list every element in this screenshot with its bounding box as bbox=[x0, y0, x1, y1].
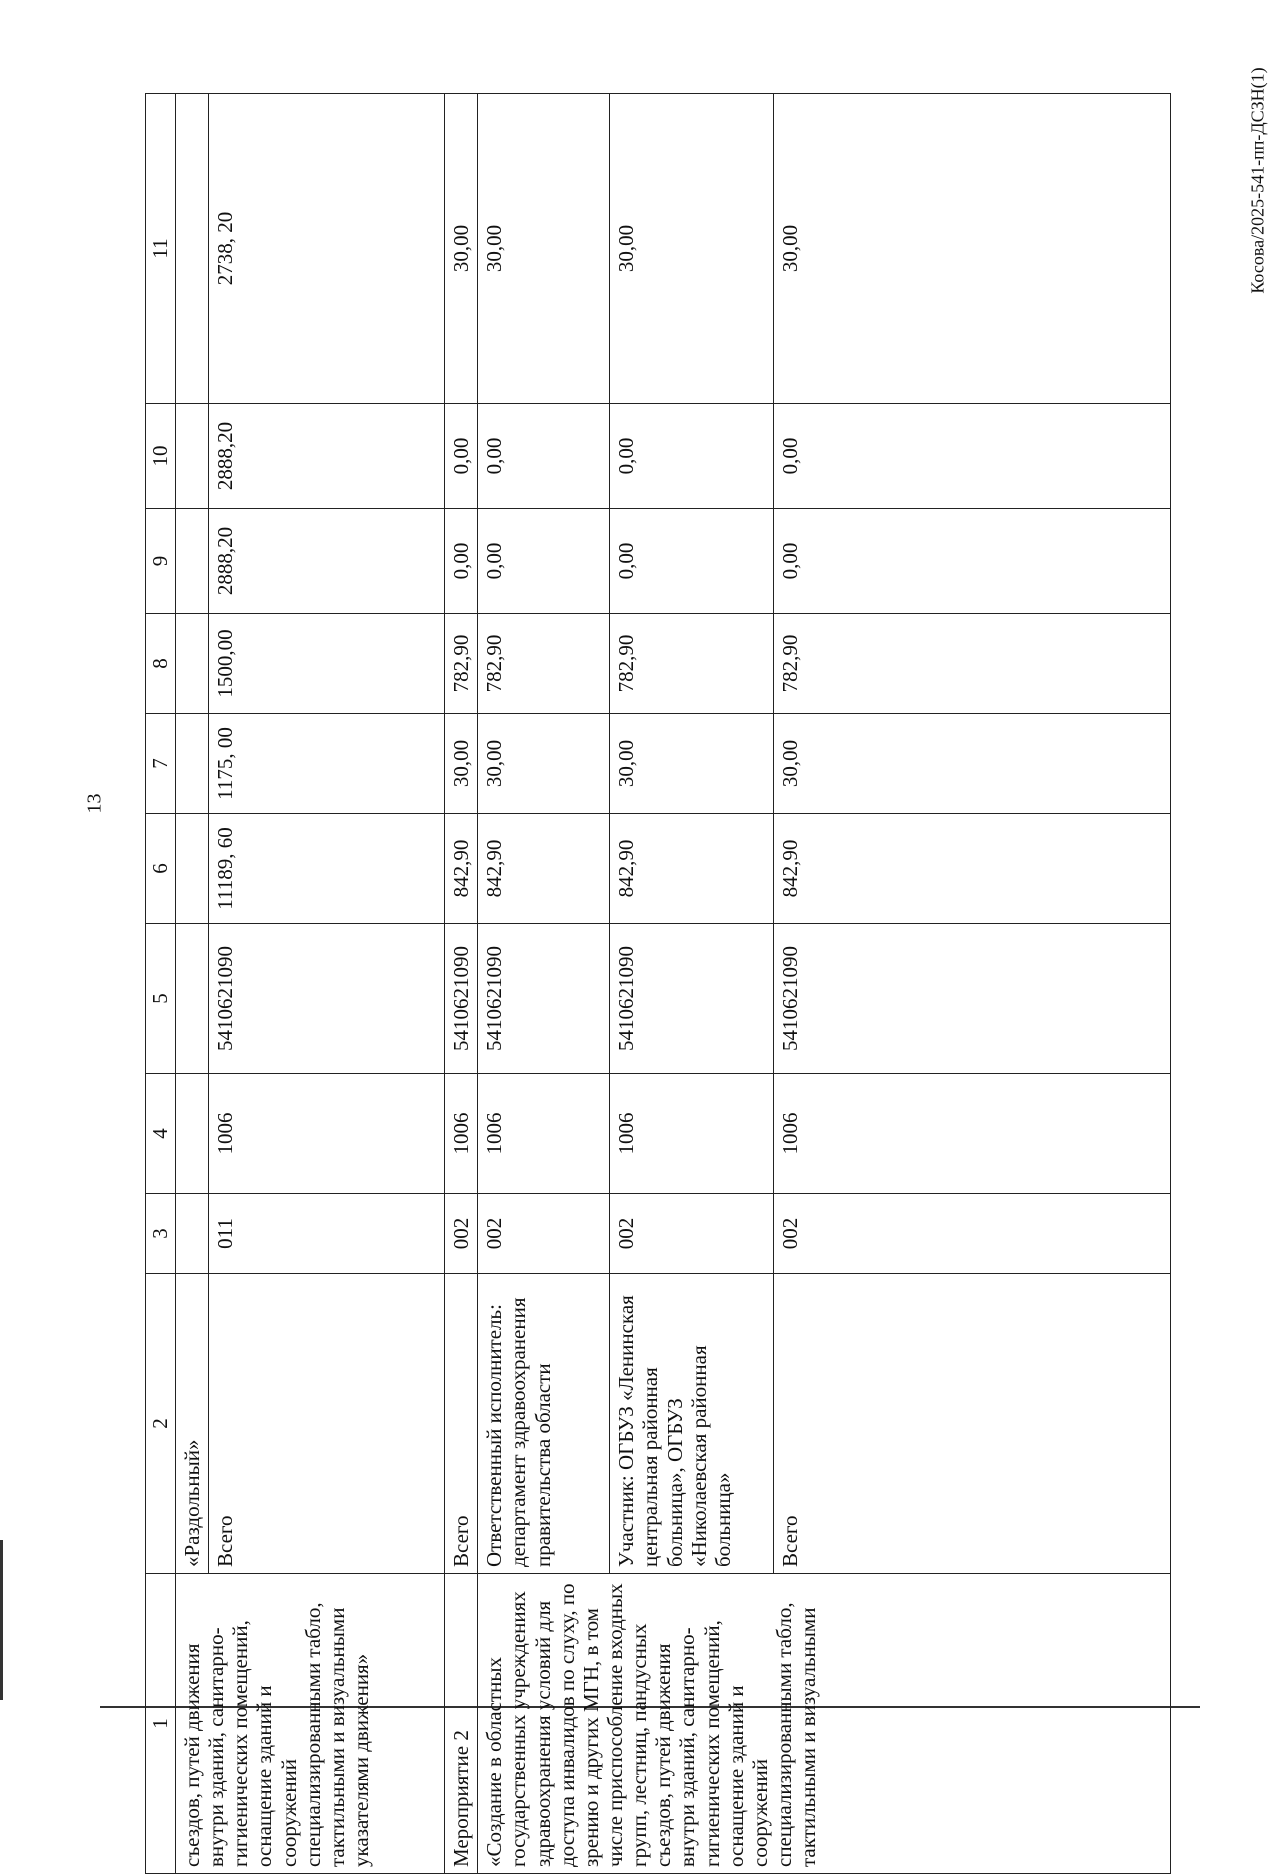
cell: 002 bbox=[445, 1194, 478, 1274]
cell: 30,00 bbox=[478, 714, 610, 814]
cell: 1006 bbox=[774, 1074, 1171, 1194]
cell: 30,00 bbox=[445, 94, 478, 404]
cell: 0,00 bbox=[445, 509, 478, 614]
cell bbox=[176, 814, 209, 924]
header-cell: 8 bbox=[146, 614, 176, 714]
rotated-table-container bbox=[145, 94, 1160, 1874]
cell: 782,90 bbox=[445, 614, 478, 714]
cell: 782,90 bbox=[610, 614, 774, 714]
cell bbox=[176, 1194, 209, 1274]
cell: 842,90 bbox=[478, 814, 610, 924]
header-cell: 7 bbox=[146, 714, 176, 814]
header-cell: 9 bbox=[146, 509, 176, 614]
cell: 782,90 bbox=[774, 614, 1171, 714]
header-cell: 2 bbox=[146, 1274, 176, 1574]
table-row bbox=[445, 94, 478, 1874]
cell: 1006 bbox=[445, 1074, 478, 1194]
cell: 5410621090 bbox=[774, 924, 1171, 1074]
header-cell: 11 bbox=[146, 94, 176, 404]
cell: 11189, 60 bbox=[209, 814, 445, 924]
cell: 1006 bbox=[610, 1074, 774, 1194]
cell: 002 bbox=[478, 1194, 610, 1274]
header-cell: 1 bbox=[146, 1574, 176, 1874]
cell bbox=[176, 1074, 209, 1194]
header-cell: 5 bbox=[146, 924, 176, 1074]
cell: 782,90 bbox=[478, 614, 610, 714]
cell: 1500,00 bbox=[209, 614, 445, 714]
cell bbox=[176, 924, 209, 1074]
row-description: «Создание в областных государственных учреждениях здравоохранения условий для доступа инвалидов по слуху, по зрению и других МГН, в том числе приспособление входных групп, лестниц, пандусных съездов, путей движения внутри зданий, санитарно-гигиенических помещений, оснащение зданий и сооружений специализированными табло, тактильными и визуальными bbox=[478, 1574, 1171, 1874]
cell: 5410621090 bbox=[209, 924, 445, 1074]
cell: 30,00 bbox=[774, 94, 1171, 404]
cell bbox=[176, 614, 209, 714]
cell: 002 bbox=[774, 1194, 1171, 1274]
cell: 842,90 bbox=[774, 814, 1171, 924]
cell bbox=[176, 509, 209, 614]
document-code: Косова/2025-541-пп-ДСЗН(1) bbox=[1247, 67, 1268, 294]
cell: 5410621090 bbox=[610, 924, 774, 1074]
row-description: съездов, путей движения внутри зданий, санитарно-гигиенических помещений, оснащение зданий и сооружений специализированными табло, тактильными и визуальными указателями движения» bbox=[176, 1574, 445, 1874]
cell bbox=[176, 404, 209, 509]
cell bbox=[176, 94, 209, 404]
cell: 5410621090 bbox=[445, 924, 478, 1074]
table-header-row bbox=[146, 94, 176, 1874]
cell: 1006 bbox=[478, 1074, 610, 1194]
header-cell: 4 bbox=[146, 1074, 176, 1194]
cell: 0,00 bbox=[610, 509, 774, 614]
cell: 30,00 bbox=[478, 94, 610, 404]
cell: 011 bbox=[209, 1194, 445, 1274]
cell: 1175, 00 bbox=[209, 714, 445, 814]
header-cell: 3 bbox=[146, 1194, 176, 1274]
row-executor: Всего bbox=[445, 1274, 478, 1574]
header-cell: 10 bbox=[146, 404, 176, 509]
page-number: 13 bbox=[83, 793, 106, 814]
cell: 0,00 bbox=[774, 404, 1171, 509]
scan-artifact bbox=[0, 1540, 3, 1700]
cell: 0,00 bbox=[445, 404, 478, 509]
cell: 30,00 bbox=[445, 714, 478, 814]
budget-table bbox=[145, 93, 1171, 1874]
row-description: Мероприятие 2 bbox=[445, 1574, 478, 1874]
cell bbox=[176, 714, 209, 814]
cell: 5410621090 bbox=[478, 924, 610, 1074]
cell: 1006 bbox=[209, 1074, 445, 1194]
row-executor: Всего bbox=[209, 1274, 445, 1574]
row-executor: Ответственный исполнитель: департамент здравоохранения правительства области bbox=[478, 1274, 610, 1574]
row-executor: «Раздольный» bbox=[176, 1274, 209, 1574]
row-executor: Всего bbox=[774, 1274, 1171, 1574]
cell: 002 bbox=[610, 1194, 774, 1274]
cell: 30,00 bbox=[774, 714, 1171, 814]
cell: 0,00 bbox=[610, 404, 774, 509]
cell: 2888,20 bbox=[209, 404, 445, 509]
cell: 30,00 bbox=[610, 94, 774, 404]
cell: 0,00 bbox=[478, 509, 610, 614]
cell: 0,00 bbox=[478, 404, 610, 509]
cell: 30,00 bbox=[610, 714, 774, 814]
table-row bbox=[176, 94, 209, 1874]
row-executor: Участник: ОГБУЗ «Ленинская центральная районная больница», ОГБУЗ «Николаевская районная больница» bbox=[610, 1274, 774, 1574]
table-row bbox=[478, 94, 610, 1874]
cell: 0,00 bbox=[774, 509, 1171, 614]
cell: 842,90 bbox=[610, 814, 774, 924]
cell: 2888,20 bbox=[209, 509, 445, 614]
header-cell: 6 bbox=[146, 814, 176, 924]
cell: 842,90 bbox=[445, 814, 478, 924]
cell: 2738, 20 bbox=[209, 94, 445, 404]
